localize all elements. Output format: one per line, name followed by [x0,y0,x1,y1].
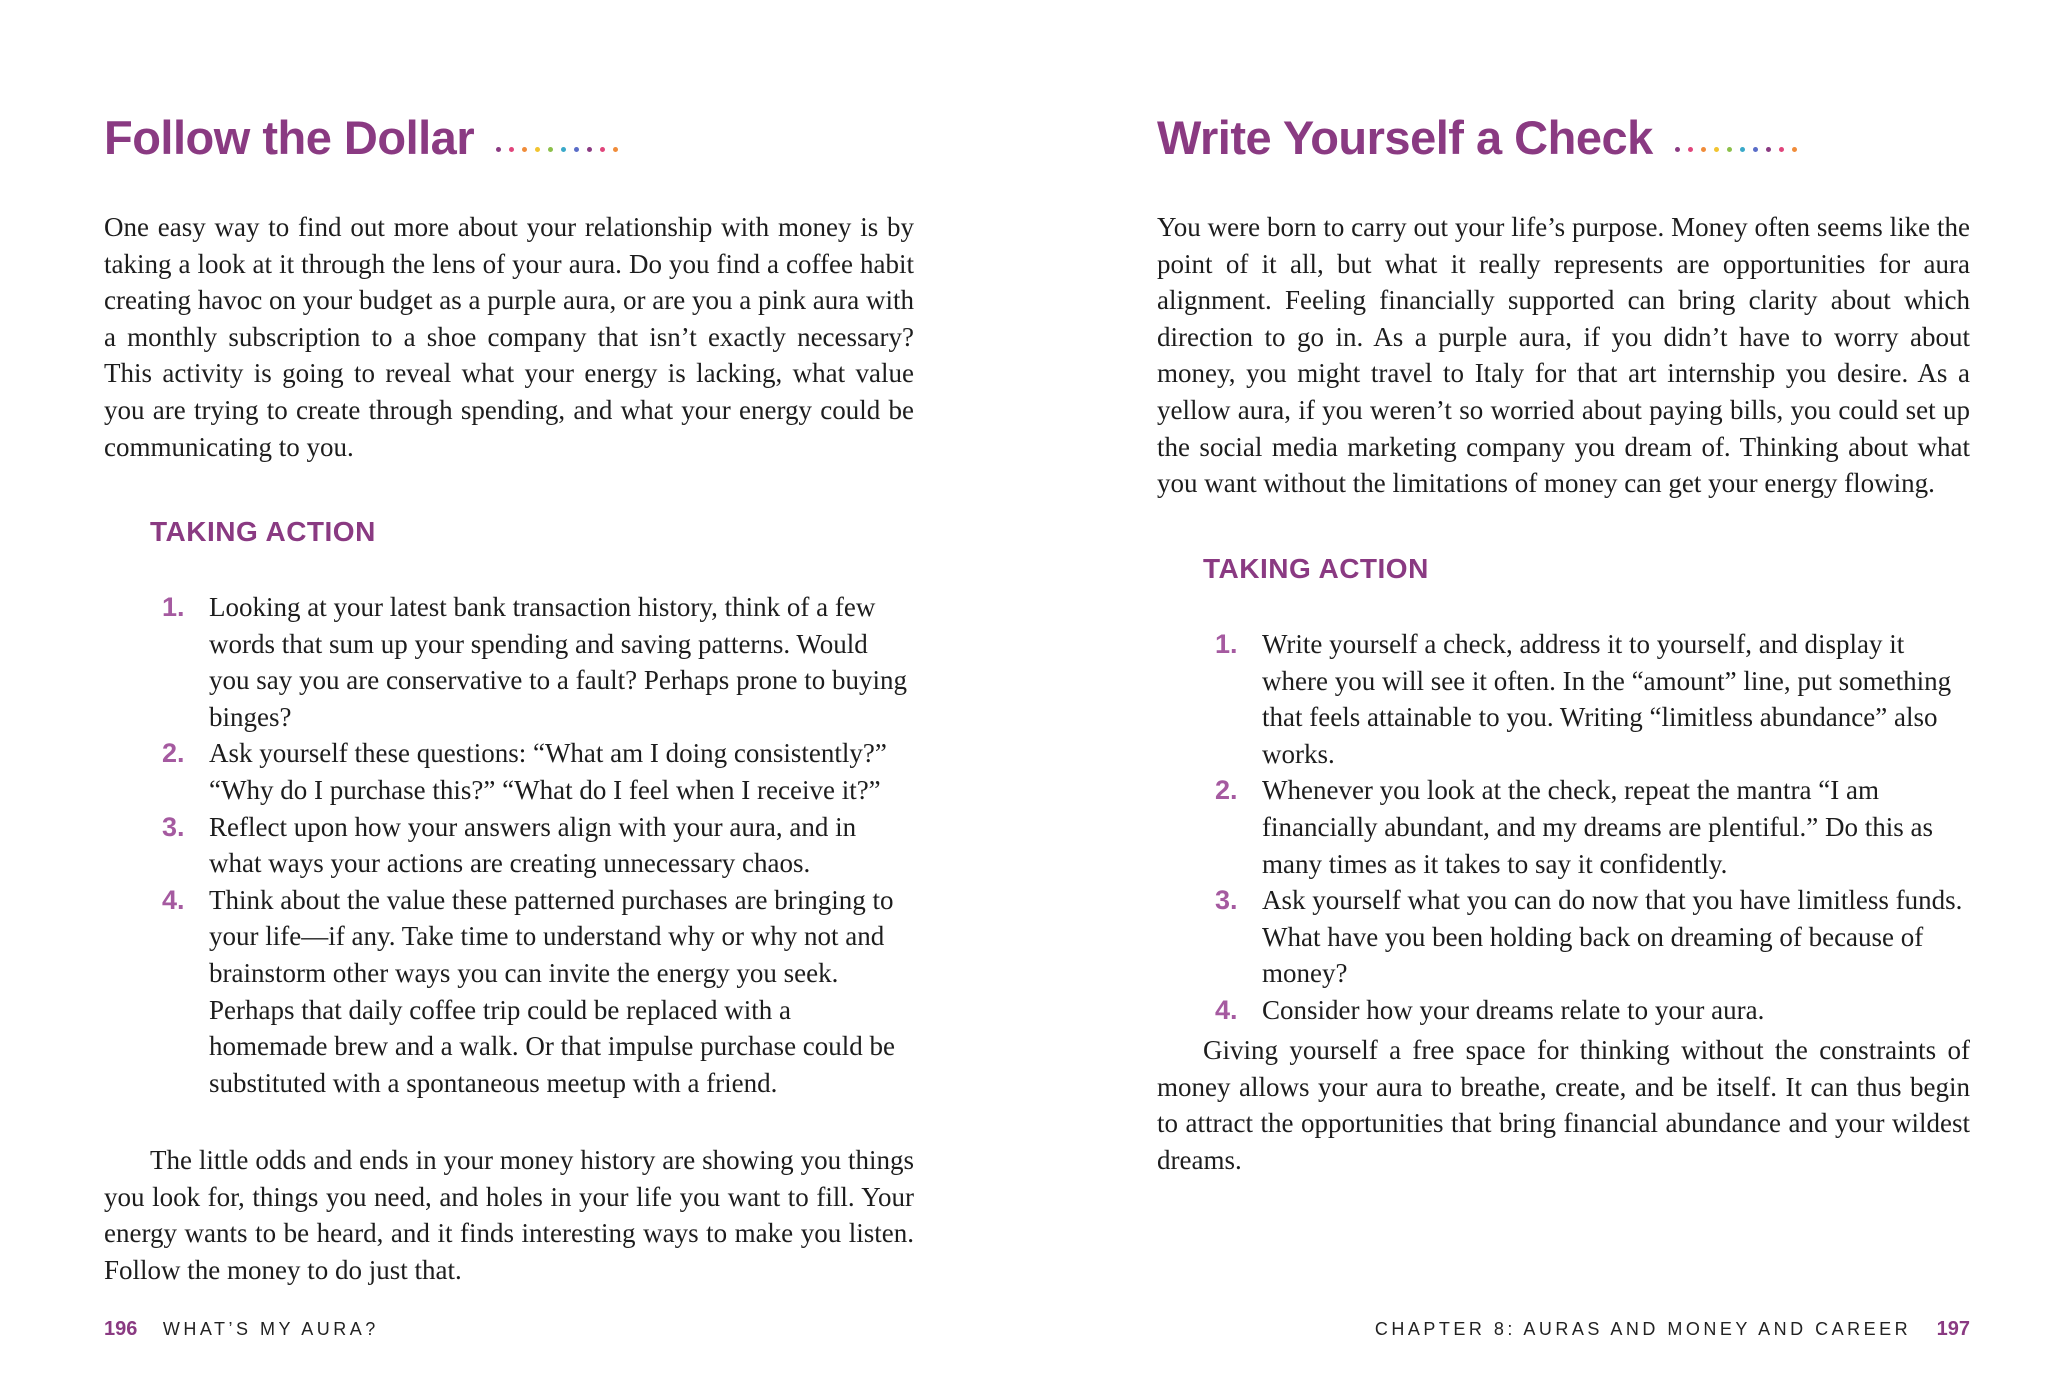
chapter-title: CHAPTER 8: AURAS AND MONEY AND CAREER [1374,1319,1912,1339]
step-text: Ask yourself what you can do now that you have limitless funds. What have you been holding back on dreaming of because of money? [1262,885,1963,989]
step-item [104,735,914,808]
decorative-dot [522,147,527,152]
step-text: Reflect upon how your answers align with your aura, and in what ways your actions are creating unnecessary chaos. [209,811,857,879]
left-page [104,0,914,1400]
step-item [104,589,914,735]
step-number: 2. [162,738,185,769]
page-number: 196 [104,1318,138,1340]
section-title [1157,108,1805,172]
step-item [104,809,914,882]
step-number: 4. [1215,994,1238,1025]
intro-paragraph: One easy way to find out more about your relationship with money is by taking a look at it through the lens of your aura. Do you find a coffee habit creating havoc on your budget as a purple aura, or are you a pink aura with a monthly subscription to a shoe company that isn’t exactly necessary? This activity is going to reveal what your energy is lacking, what value you are trying to create through spending, and what your energy could be communicating to you. [104,212,914,462]
decorative-dot [587,147,592,152]
book-title: WHAT’S MY AURA? [162,1319,379,1339]
step-number: 1. [1215,629,1238,659]
step-text: Whenever you look at the check, repeat the mantra “I am financially abundant, and my dreams are plentiful.” Do this as many times as it takes to say it confidently. [1262,775,1934,879]
decorative-dot [574,147,579,152]
step-item [1157,772,1970,882]
decorative-dot [613,147,618,152]
decorative-dot [509,147,514,152]
decorative-dots [496,106,626,166]
decorative-dot [496,147,501,152]
right-page [1157,0,1970,1400]
decorative-dots [1675,106,1805,166]
section-title-text: Follow the Dollar [104,111,475,164]
step-number: 4. [162,884,185,915]
step-item [1157,992,1970,1029]
step-number: 3. [1215,885,1238,916]
decorative-dot [561,147,566,152]
decorative-dot [1740,147,1745,152]
decorative-dot [1792,147,1797,152]
decorative-dot [1701,147,1706,152]
step-text: Looking at your latest bank transaction history, think of a few words that sum up your spending and saving patterns. Would you say you are conservative to a fault? Perhaps prone to buying binges? [209,592,908,732]
steps-list [104,589,914,1101]
step-item [1157,882,1970,992]
step-item [104,882,914,1102]
taking-action-heading: TAKING ACTION [150,516,376,547]
page-footer [104,1316,379,1342]
page-number: 197 [1936,1318,1970,1340]
closing-paragraph: Giving yourself a free space for thinking without the constraints of money allows your aura to breathe, create, and be itself. It can thus begin to attract the opportunities that bring financial abundance and your wildest dreams. [1157,1035,1970,1175]
decorative-dot [1688,147,1693,152]
decorative-dot [548,147,553,152]
decorative-dot [1675,147,1680,152]
step-number: 3. [162,811,185,842]
step-item [1157,626,1970,772]
decorative-dot [1779,147,1784,152]
section-title-text: Write Yourself a Check [1157,111,1653,164]
intro-paragraph: You were born to carry out your life’s purpose. Money often seems like the point of it all, but what it really represents are opportunities for aura alignment. Feeling financially supported can bring clarity about which direction to go in. As a purple aura, if you didn’t have to worry about money, you might travel to Italy for that art internship you desire. As a yellow aura, if you weren’t so worried about paying bills, you could set up the social media marketing company you dream of. Thinking about what you want without the limitations of money can get your energy flowing. [1157,212,1970,499]
taking-action-heading: TAKING ACTION [1203,553,1429,584]
page-footer [1375,1316,1970,1342]
section-title [104,108,626,172]
step-text: Think about the value these patterned purchases are bringing to your life—if any. Take time to understand why or why not and brainstorm other ways you can invite the energy you seek. Perhaps that daily coffee trip could be replaced with a homemade brew and a walk. Or that impulse purchase could be substituted with a spontaneous meetup with a friend. [209,884,896,1098]
step-number: 1. [162,592,185,622]
step-text: Ask yourself these questions: “What am I doing consistently?” “Why do I purchase this?” “What do I feel when I receive it?” [209,738,887,805]
step-text: Consider how your dreams relate to your aura. [1262,994,1765,1025]
steps-list [1157,626,1970,1029]
decorative-dot [535,147,540,152]
step-text: Write yourself a check, address it to yourself, and display it where you will see it often. In the “amount” line, put something that feels attainable to you. Writing “limitless abundance” also works. [1262,629,1952,769]
decorative-dot [600,147,605,152]
closing-paragraph: The little odds and ends in your money history are showing you things you look for, things you need, and holes in your life you want to fill. Your energy wants to be heard, and it finds interesting ways to make you listen. Follow the money to do just that. [104,1145,914,1285]
decorative-dot [1714,147,1719,152]
decorative-dot [1727,147,1732,152]
step-number: 2. [1215,775,1238,806]
decorative-dot [1766,147,1771,152]
decorative-dot [1753,147,1758,152]
